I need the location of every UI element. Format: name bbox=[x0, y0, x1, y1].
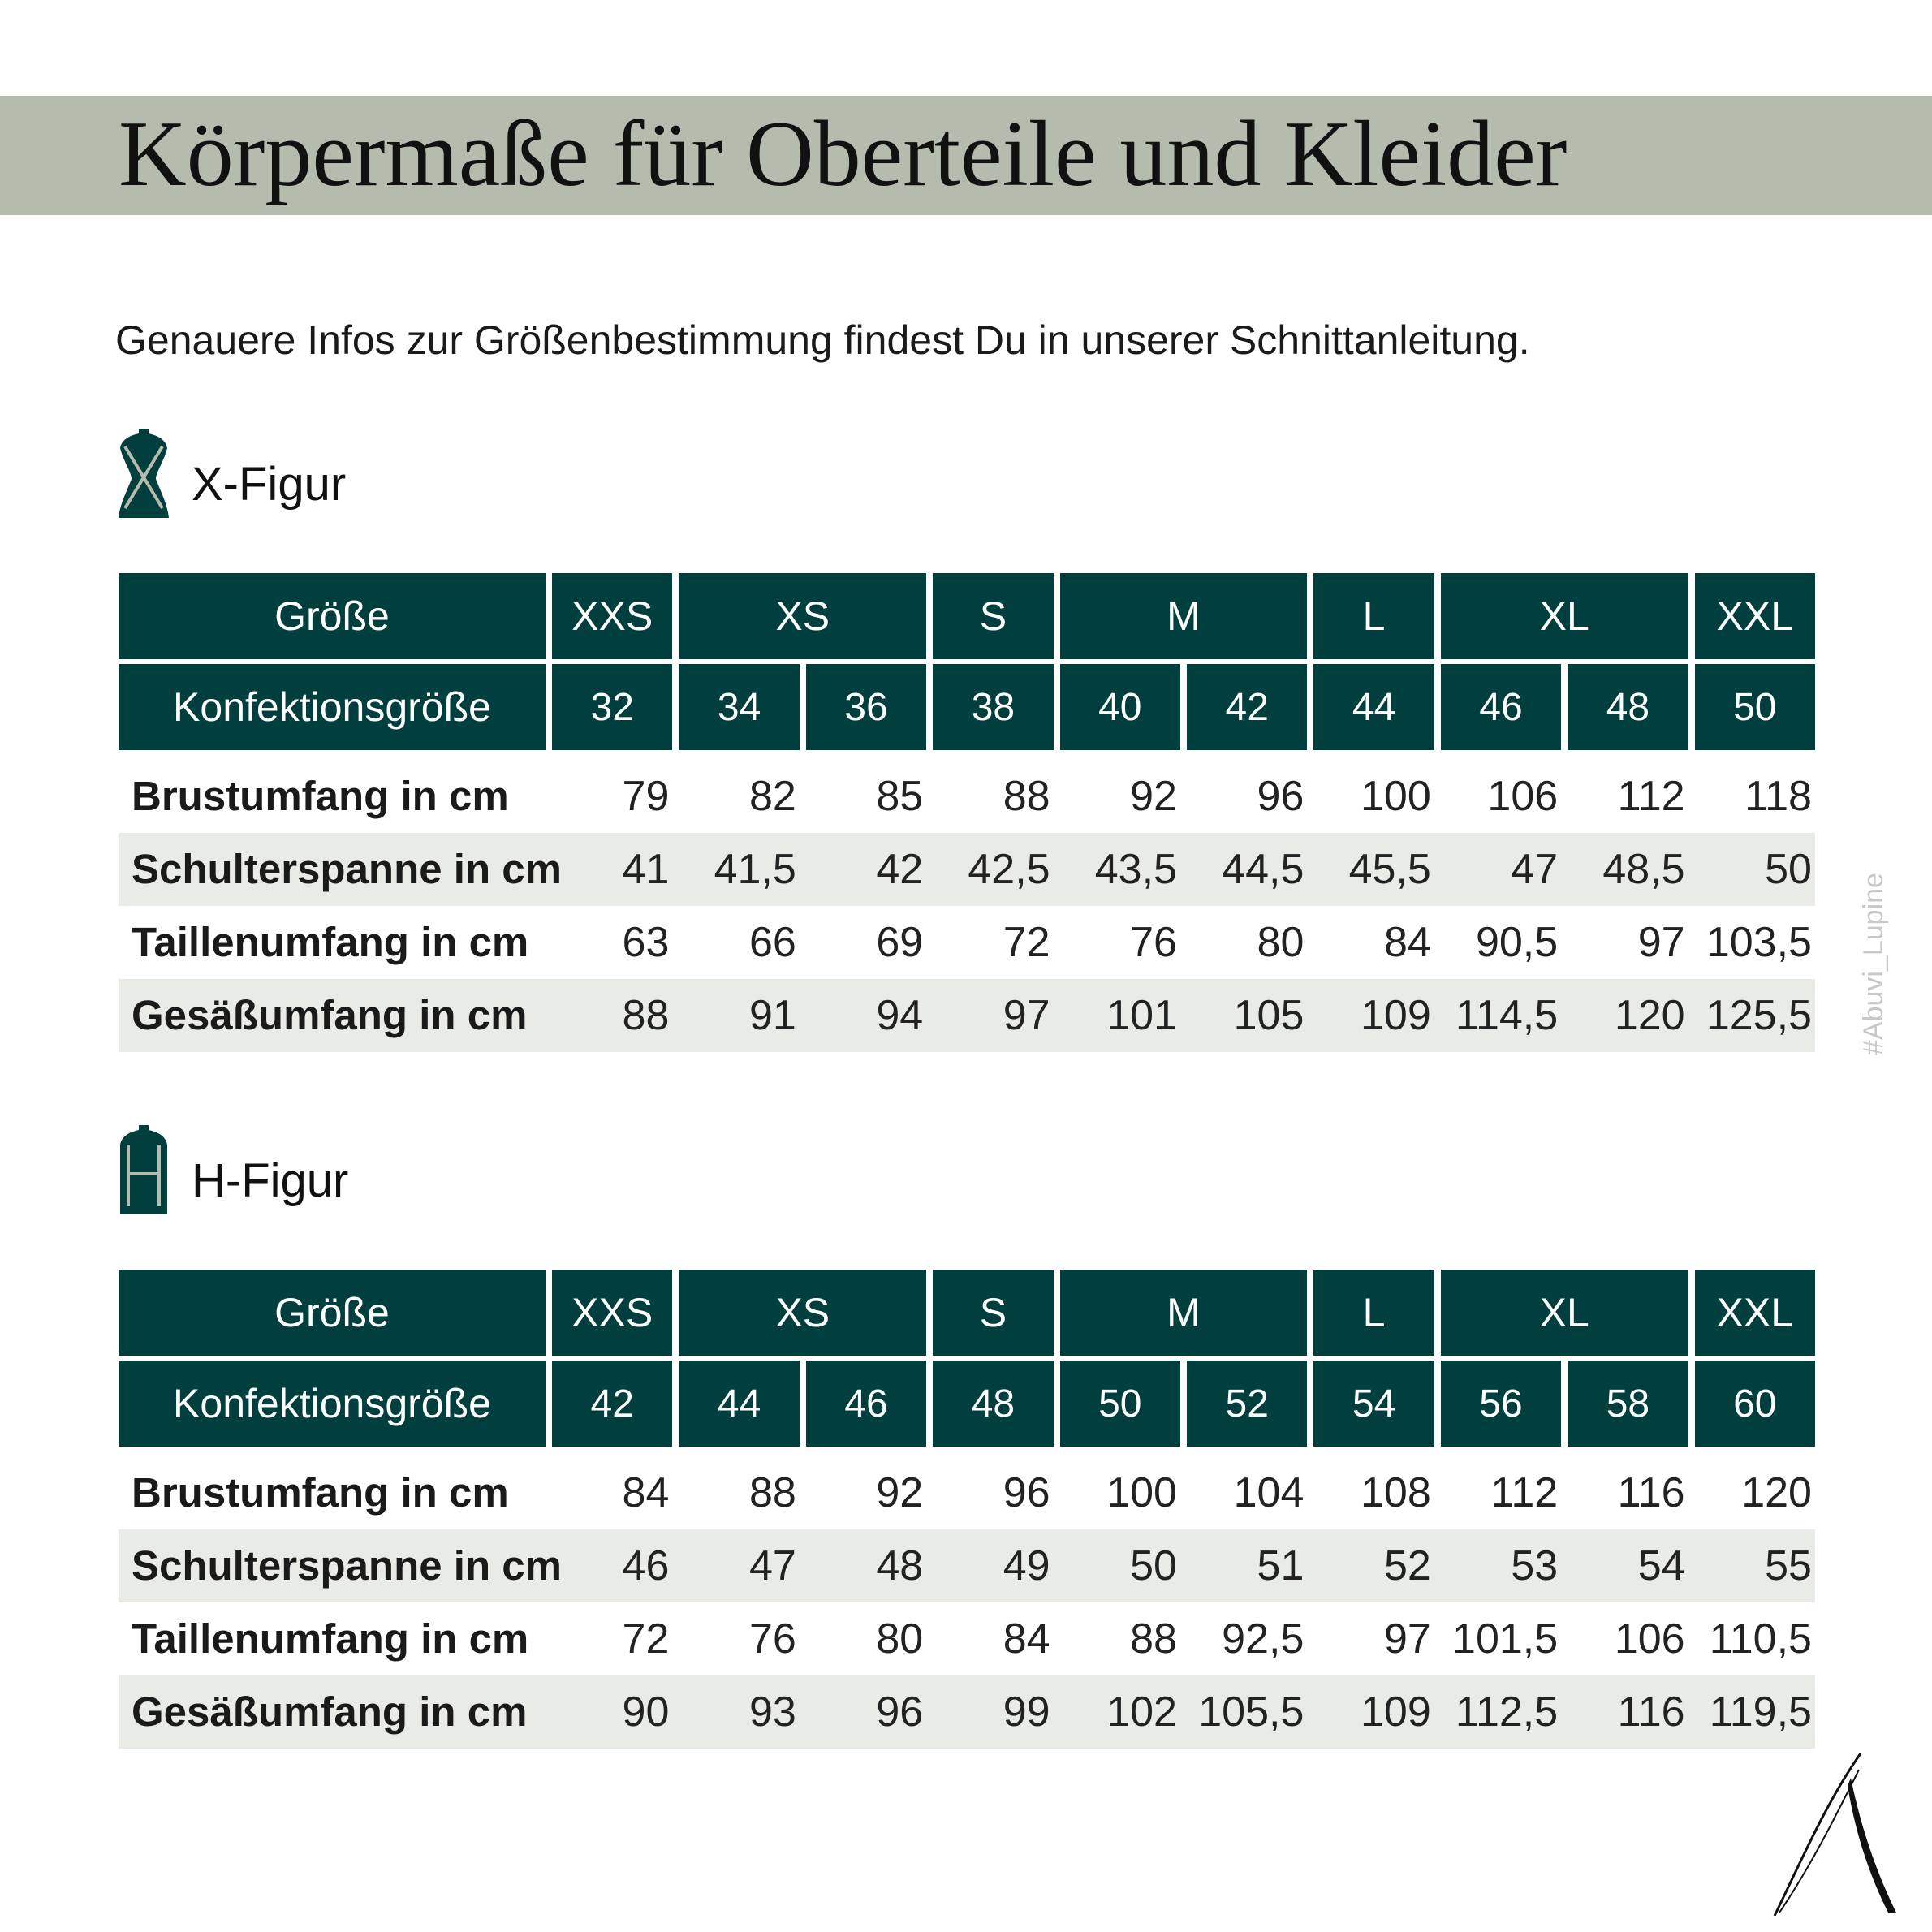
measurement-value: 96 bbox=[1257, 773, 1305, 820]
size-group-cell: M bbox=[1060, 573, 1308, 659]
measurement-value: 80 bbox=[1257, 919, 1305, 966]
section-title: X-Figur bbox=[192, 458, 347, 511]
measurement-value: 109 bbox=[1361, 1688, 1431, 1736]
measurement-value: 88 bbox=[1003, 773, 1050, 820]
measurement-value: 76 bbox=[1130, 919, 1177, 966]
ready-to-wear-size-cell: 32 bbox=[552, 664, 672, 750]
size-group-cell: XXL bbox=[1695, 573, 1815, 659]
measurement-value: 41 bbox=[622, 846, 670, 893]
measurement-value: 72 bbox=[1003, 919, 1050, 966]
measurement-value: 55 bbox=[1765, 1542, 1812, 1589]
measurement-value: 47 bbox=[748, 1542, 796, 1589]
measurement-value: 119,5 bbox=[1709, 1688, 1812, 1736]
measurement-value: 109 bbox=[1361, 992, 1431, 1039]
ready-to-wear-size-cell: 60 bbox=[1695, 1361, 1815, 1447]
measurement-value: 106 bbox=[1614, 1615, 1685, 1662]
size-group-cell: XXS bbox=[552, 1270, 672, 1356]
row-label: Gesäßumfang in cm bbox=[132, 1688, 528, 1735]
measurement-value: 97 bbox=[1003, 992, 1050, 1039]
measurement-value: 110,5 bbox=[1709, 1615, 1812, 1662]
measurement-value: 88 bbox=[1130, 1615, 1177, 1662]
x-figure-dress-form-icon bbox=[117, 429, 170, 520]
measurement-value: 92 bbox=[876, 1469, 924, 1516]
measurement-value: 72 bbox=[622, 1615, 670, 1662]
ready-to-wear-size-cell: 56 bbox=[1441, 1361, 1561, 1447]
page-title: Körpermaße für Oberteile und Kleider bbox=[119, 102, 1568, 206]
row-label: Schulterspanne in cm bbox=[132, 846, 562, 892]
measurement-value: 84 bbox=[1003, 1615, 1050, 1662]
measurement-value: 76 bbox=[748, 1615, 796, 1662]
measurement-value: 48,5 bbox=[1602, 846, 1685, 893]
measurement-value: 47 bbox=[1511, 846, 1559, 893]
measurement-value: 120 bbox=[1614, 992, 1685, 1039]
measurement-value: 84 bbox=[622, 1469, 670, 1516]
ready-to-wear-size-cell: 50 bbox=[1695, 664, 1815, 750]
size-header-cell: Größe bbox=[119, 1270, 546, 1356]
size-header-cell: Größe bbox=[119, 573, 546, 659]
ready-to-wear-size-cell: 34 bbox=[679, 664, 799, 750]
table-row bbox=[119, 906, 1815, 979]
watermark: #Abuvi_Lupine bbox=[1858, 873, 1889, 1055]
size-group-cell: XL bbox=[1441, 573, 1688, 659]
measurement-value: 101 bbox=[1106, 992, 1177, 1039]
ready-to-wear-size-cell: 40 bbox=[1060, 664, 1180, 750]
measurement-value: 93 bbox=[748, 1688, 796, 1736]
row-label: Schulterspanne in cm bbox=[132, 1542, 562, 1589]
measurement-value: 106 bbox=[1487, 773, 1559, 820]
measurement-value: 94 bbox=[876, 992, 924, 1039]
ready-to-wear-size-cell: 58 bbox=[1568, 1361, 1688, 1447]
ready-to-wear-size-cell: 42 bbox=[552, 1361, 672, 1447]
measurement-value: 88 bbox=[748, 1469, 796, 1516]
measurement-value: 103,5 bbox=[1706, 919, 1812, 966]
measurement-value: 118 bbox=[1744, 773, 1812, 820]
ready-to-wear-size-cell: 54 bbox=[1313, 1361, 1434, 1447]
measurement-value: 52 bbox=[1383, 1542, 1431, 1589]
measurement-value: 54 bbox=[1637, 1542, 1685, 1589]
measurement-value: 90 bbox=[622, 1688, 670, 1736]
size-group-cell: M bbox=[1060, 1270, 1308, 1356]
measurement-value: 102 bbox=[1106, 1688, 1177, 1736]
measurement-value: 96 bbox=[1003, 1469, 1050, 1516]
measurement-value: 42,5 bbox=[968, 846, 1050, 893]
row-label: Taillenumfang in cm bbox=[132, 1615, 529, 1662]
measurement-value: 91 bbox=[748, 992, 796, 1039]
ready-to-wear-header-cell: Konfektionsgröße bbox=[119, 1361, 546, 1447]
measurement-value: 114,5 bbox=[1455, 992, 1559, 1039]
ready-to-wear-size-cell: 42 bbox=[1187, 664, 1307, 750]
ready-to-wear-size-cell: 50 bbox=[1060, 1361, 1180, 1447]
measurement-value: 41,5 bbox=[714, 846, 796, 893]
measurement-value: 108 bbox=[1361, 1469, 1431, 1516]
table-row bbox=[119, 1675, 1815, 1749]
measurement-value: 82 bbox=[748, 773, 796, 820]
row-label: Brustumfang in cm bbox=[132, 773, 509, 819]
ready-to-wear-size-cell: 48 bbox=[1568, 664, 1688, 750]
measurement-value: 105 bbox=[1233, 992, 1305, 1039]
table-row bbox=[119, 833, 1815, 906]
size-group-cell: XL bbox=[1441, 1270, 1688, 1356]
measurement-value: 46 bbox=[622, 1542, 670, 1589]
ready-to-wear-size-cell: 38 bbox=[933, 664, 1053, 750]
ready-to-wear-size-cell: 52 bbox=[1187, 1361, 1307, 1447]
measurement-value: 69 bbox=[876, 919, 924, 966]
measurement-value: 92 bbox=[1130, 773, 1177, 820]
table-row bbox=[119, 1456, 1815, 1529]
size-group-cell: S bbox=[933, 1270, 1053, 1356]
measurement-value: 112,5 bbox=[1455, 1688, 1559, 1736]
brand-logo-icon bbox=[1770, 1753, 1900, 1916]
measurement-value: 105,5 bbox=[1198, 1688, 1305, 1736]
measurement-value: 97 bbox=[1383, 1615, 1431, 1662]
measurement-value: 104 bbox=[1233, 1469, 1305, 1516]
size-group-cell: S bbox=[933, 573, 1053, 659]
measurement-value: 97 bbox=[1637, 919, 1685, 966]
size-group-cell: L bbox=[1313, 1270, 1434, 1356]
size-group-cell: XXL bbox=[1695, 1270, 1815, 1356]
measurement-value: 85 bbox=[876, 773, 924, 820]
measurement-value: 112 bbox=[1490, 1469, 1559, 1516]
measurement-value: 84 bbox=[1383, 919, 1431, 966]
measurement-value: 45,5 bbox=[1348, 846, 1431, 893]
table-row bbox=[119, 1602, 1815, 1675]
measurement-value: 66 bbox=[748, 919, 796, 966]
measurement-value: 50 bbox=[1765, 846, 1812, 893]
row-label: Gesäßumfang in cm bbox=[132, 992, 528, 1038]
measurement-value: 120 bbox=[1741, 1469, 1812, 1516]
measurement-value: 100 bbox=[1361, 773, 1431, 820]
measurement-value: 90,5 bbox=[1475, 919, 1559, 966]
measurement-value: 116 bbox=[1617, 1469, 1685, 1516]
measurement-value: 125,5 bbox=[1706, 992, 1812, 1039]
section-title: H-Figur bbox=[192, 1154, 349, 1207]
measurement-value: 99 bbox=[1003, 1688, 1050, 1736]
measurement-value: 48 bbox=[876, 1542, 924, 1589]
measurement-value: 88 bbox=[622, 992, 670, 1039]
ready-to-wear-header-cell: Konfektionsgröße bbox=[119, 664, 546, 750]
table-row bbox=[119, 760, 1815, 833]
measurement-value: 42 bbox=[876, 846, 924, 893]
table-row bbox=[119, 1529, 1815, 1602]
row-label: Taillenumfang in cm bbox=[132, 919, 529, 965]
measurement-value: 80 bbox=[876, 1615, 924, 1662]
measurement-value: 116 bbox=[1617, 1688, 1685, 1736]
table-row bbox=[119, 979, 1815, 1052]
ready-to-wear-size-cell: 44 bbox=[1313, 664, 1434, 750]
measurement-value: 92,5 bbox=[1222, 1615, 1305, 1662]
measurement-value: 96 bbox=[876, 1688, 924, 1736]
measurement-value: 50 bbox=[1130, 1542, 1177, 1589]
size-group-cell: XS bbox=[679, 573, 926, 659]
ready-to-wear-size-cell: 36 bbox=[806, 664, 926, 750]
measurement-value: 79 bbox=[622, 773, 670, 820]
row-label: Brustumfang in cm bbox=[132, 1469, 509, 1516]
measurement-value: 100 bbox=[1106, 1469, 1177, 1516]
measurement-value: 43,5 bbox=[1094, 846, 1177, 893]
measurement-value: 49 bbox=[1003, 1542, 1050, 1589]
ready-to-wear-size-cell: 46 bbox=[806, 1361, 926, 1447]
intro-text: Genauere Infos zur Größenbestimmung findest Du in unserer Schnittanleitung. bbox=[115, 317, 1530, 363]
measurement-value: 101,5 bbox=[1452, 1615, 1559, 1662]
measurement-value: 44,5 bbox=[1222, 846, 1305, 893]
ready-to-wear-size-cell: 46 bbox=[1441, 664, 1561, 750]
size-group-cell: L bbox=[1313, 573, 1434, 659]
measurement-value: 63 bbox=[622, 919, 670, 966]
ready-to-wear-size-cell: 44 bbox=[679, 1361, 799, 1447]
ready-to-wear-size-cell: 48 bbox=[933, 1361, 1053, 1447]
measurement-value: 112 bbox=[1617, 773, 1685, 820]
size-group-cell: XXS bbox=[552, 573, 672, 659]
measurement-value: 51 bbox=[1257, 1542, 1305, 1589]
h-figure-dress-form-icon bbox=[117, 1125, 170, 1216]
measurement-value: 53 bbox=[1511, 1542, 1559, 1589]
size-group-cell: XS bbox=[679, 1270, 926, 1356]
